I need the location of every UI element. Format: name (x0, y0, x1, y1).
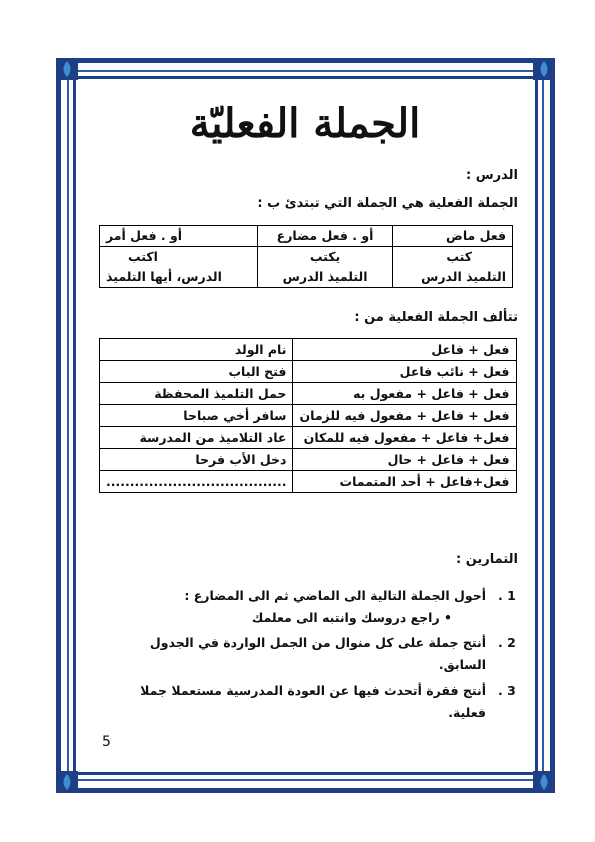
table-cell: التلميذ الدرس (258, 267, 393, 288)
pattern-cell: فعل+ فاعل + مفعول فيه للمكان (293, 427, 516, 449)
pattern-cell: فعل+فاعل + أحد المتممات (293, 471, 516, 493)
table-header-cell: أو . فعل أمر (100, 226, 258, 247)
worksheet-page (80, 80, 530, 770)
table-row (100, 427, 517, 449)
table-header-cell: أو . فعل مضارع (258, 226, 393, 247)
table-cell: يكتب (258, 247, 393, 268)
exercise-item (92, 585, 522, 629)
lesson-label: الدرس : (466, 168, 518, 183)
table-row (100, 471, 517, 493)
exercise-text: أنتج جملة على كل منوال من الجمل الواردة في الجدول (149, 635, 486, 650)
pattern-cell: فعل + فاعل + مفعول به (293, 383, 516, 405)
example-cell: سافر أخي صباحا (100, 405, 293, 427)
table-header-cell: فعل ماض (392, 226, 512, 247)
definition-text: الجملة الفعلية هي الجملة التي تبتدئ ب : (257, 196, 518, 211)
exercise-text: أحول الجملة التالية الى الماضي ثم الى المضارع : (184, 588, 486, 603)
exercise-number: 3 . (498, 683, 516, 698)
corner-ornament-icon (533, 771, 555, 793)
corner-ornament-icon (56, 58, 78, 80)
table-row (100, 361, 517, 383)
table-cell: كتب (392, 247, 512, 268)
table-row (100, 383, 517, 405)
table-row (100, 247, 513, 268)
table-cell: التلميذ الدرس (392, 267, 512, 288)
corner-ornament-icon (533, 58, 555, 80)
example-cell: دخل الأب فرحا (100, 449, 293, 471)
table-cell: اكتب (100, 247, 258, 268)
table-row (100, 339, 517, 361)
example-cell: فتح الباب (100, 361, 293, 383)
pattern-cell: فعل + فاعل + حال (293, 449, 516, 471)
page-title: الجملة الفعليّة (189, 100, 421, 147)
example-cell: نام الولد (100, 339, 293, 361)
exercise-text: السابق. (438, 657, 486, 672)
sentence-patterns-table (99, 338, 517, 493)
table-row (100, 267, 513, 288)
example-cell: عاد التلاميذ من المدرسة (100, 427, 293, 449)
table-row (100, 405, 517, 427)
exercise-item (92, 632, 522, 676)
corner-ornament-icon (56, 771, 78, 793)
example-cell: ...................................... (100, 471, 293, 493)
page-number: 5 (102, 734, 111, 750)
exercises-label: التمارين : (455, 552, 518, 567)
exercise-item (92, 680, 522, 724)
verb-types-table (99, 225, 513, 288)
exercise-text: فعلية. (448, 705, 486, 720)
exercise-text: • راجع دروسك وانتبه الى معلمك (251, 610, 452, 625)
pattern-cell: فعل + نائب فاعل (293, 361, 516, 383)
composition-label: تتألف الجملة الفعلية من : (354, 310, 518, 325)
table-cell: الدرس، أيها التلميذ (100, 267, 258, 288)
table-row (100, 449, 517, 471)
exercise-text: أنتج فقرة أتحدث فيها عن العودة المدرسية مستعملا جملا (140, 683, 486, 698)
pattern-cell: فعل + فاعل (293, 339, 516, 361)
pattern-cell: فعل + فاعل + مفعول فيه للزمان (293, 405, 516, 427)
exercise-number: 2 . (498, 635, 516, 650)
example-cell: حمل التلميذ المحفظة (100, 383, 293, 405)
exercise-number: 1 . (498, 588, 516, 603)
table-row (100, 226, 513, 247)
